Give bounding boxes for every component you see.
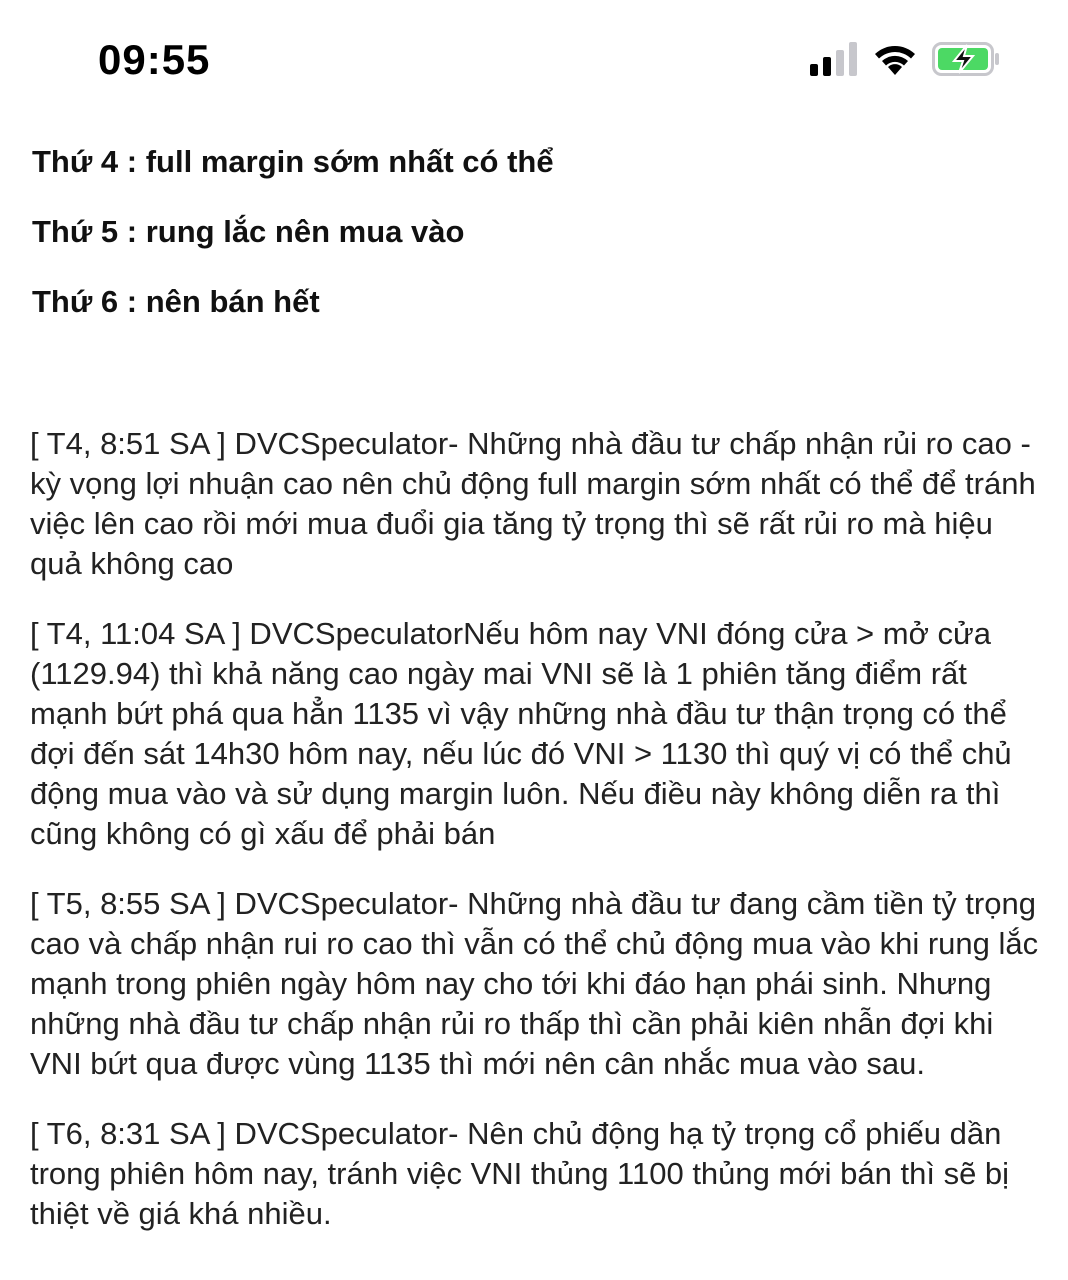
message-t6-0831: [ T6, 8:31 SA ] DVCSpeculator- Nên chủ động hạ tỷ trọng cổ phiếu dần trong phiên hôm nay, tránh việc VNI thủng 1100 thủng mới bán thì sẽ bị thiệt về giá khá nhiều. bbox=[30, 1116, 1010, 1231]
battery-charging-icon bbox=[932, 42, 1000, 76]
summary-line-thu-4: Thứ 4 : full margin sớm nhất có thể bbox=[32, 144, 554, 179]
message-t5-0855: [ T5, 8:55 SA ] DVCSpeculator- Những nhà đầu tư đang cầm tiền tỷ trọng cao và chấp nhận rui ro cao thì vẫn có thể chủ động mua vào khi rung lắc mạnh trong phiên ngày hôm nay cho tới khi đáo hạn phái sinh. Nhưng những nhà đầu tư chấp nhận rủi ro thấp thì cần phải kiên nhẫn đợi khi VNI bứt qua được vùng 1135 thì mới nên cân nhắc mua vào sau. bbox=[30, 886, 1039, 1081]
status-icons bbox=[810, 42, 1000, 76]
summary-section bbox=[32, 142, 1032, 352]
status-bar bbox=[0, 0, 1068, 120]
summary-line-thu-6: Thứ 6 : nên bán hết bbox=[32, 284, 320, 319]
message-t4-1104: [ T4, 11:04 SA ] DVCSpeculatorNếu hôm nay VNI đóng cửa > mở cửa (1129.94) thì khả năng cao ngày mai VNI sẽ là 1 phiên tăng điểm rất mạnh bứt phá qua hẳn 1135 vì vậy những nhà đầu tư thận trọng có thể đợi đến sát 14h30 hôm nay, nếu lúc đó VNI > 1130 thì quý vị có thể chủ động mua vào và sử dụng margin luôn. Nếu điều này không diễn ra thì cũng không có gì xấu để phải bán bbox=[30, 616, 1012, 851]
summary-line-thu-5: Thứ 5 : rung lắc nên mua vào bbox=[32, 214, 465, 249]
cellular-signal-icon bbox=[810, 42, 858, 76]
wifi-icon bbox=[872, 42, 918, 76]
message-t4-0851: [ T4, 8:51 SA ] DVCSpeculator- Những nhà đầu tư chấp nhận rủi ro cao - kỳ vọng lợi nhuận cao nên chủ động full margin sớm nhất có thể để tránh việc lên cao rồi mới mua đuổi gia tăng tỷ trọng thì sẽ rất rủi ro mà hiệu quả không cao bbox=[30, 426, 1036, 581]
messages-section bbox=[30, 424, 1040, 1264]
status-time: 09:55 bbox=[98, 36, 211, 83]
